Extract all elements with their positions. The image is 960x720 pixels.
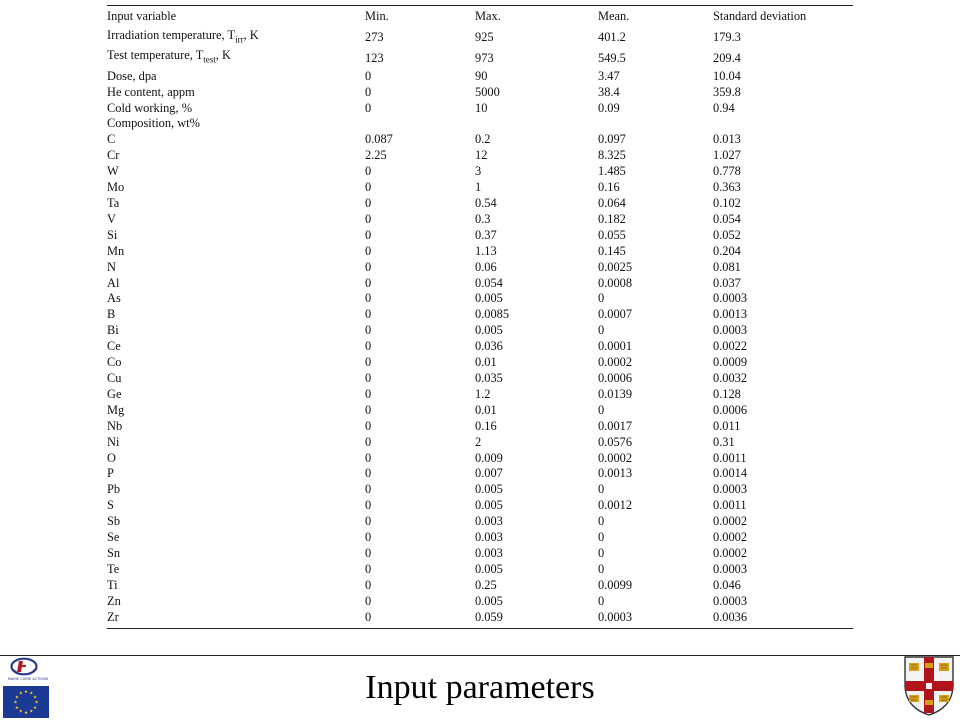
cell-max: 0.005	[475, 498, 503, 513]
cell-max: 0.37	[475, 227, 497, 242]
cell-input-variable: Cr	[107, 148, 120, 163]
eu-star-icon: ★	[29, 690, 34, 696]
cell-min: 0	[365, 482, 372, 497]
cell-mean: 0	[598, 561, 605, 576]
cell-mean: 0.097	[598, 132, 626, 147]
cell-min: 0	[365, 227, 372, 242]
table-row	[107, 451, 853, 467]
cell-min: 123	[365, 50, 384, 65]
cell-mean: 0.0006	[598, 370, 633, 385]
table-row	[107, 419, 853, 435]
cell-max: 0.01	[475, 355, 497, 370]
cell-input-variable: Zr	[107, 609, 119, 624]
cell-mean: 0.0012	[598, 498, 633, 513]
cell-max: 0.16	[475, 418, 497, 433]
cell-standard-deviation: 0.102	[713, 196, 741, 210]
cell-standard-deviation: 0.128	[713, 386, 741, 401]
cell-input-variable: Zn	[107, 593, 121, 608]
cell-input-variable: Nb	[107, 418, 123, 433]
cell-input-variable: Ta	[107, 196, 120, 210]
cell-input-variable: Mo	[107, 180, 125, 195]
cell-standard-deviation: 0.011	[713, 418, 741, 433]
slide-title: Input parameters	[365, 669, 595, 706]
cell-input-variable: Sb	[107, 514, 121, 529]
cell-standard-deviation: 0.0013	[713, 307, 748, 322]
cell-standard-deviation: 0.046	[713, 577, 741, 592]
cell-input-variable: Dose, dpa	[107, 68, 157, 83]
cell-max: 0.25	[475, 577, 497, 592]
university-of-cambridge-crest-icon	[903, 655, 955, 717]
table-row	[107, 514, 853, 530]
cell-mean: 0.0139	[598, 386, 633, 401]
header-standard-deviation: Standard deviation	[713, 9, 807, 24]
cell-max: 0.005	[475, 561, 503, 576]
cell-input-variable: Si	[107, 227, 118, 242]
table-row	[107, 371, 853, 387]
table-row	[107, 307, 853, 323]
cell-mean: 549.5	[598, 50, 626, 65]
cell-min: 0	[365, 545, 372, 560]
table-header-row	[107, 6, 853, 28]
cell-max: 0.007	[475, 466, 503, 481]
cell-min: 0	[365, 196, 372, 210]
cell-mean: 0.0099	[598, 577, 633, 592]
cell-input-variable: Ce	[107, 339, 121, 354]
cell-input-variable: Composition, wt%	[107, 116, 200, 131]
cell-input-variable: O	[107, 450, 116, 465]
cell-max: 0.005	[475, 482, 503, 497]
header-mean: Mean.	[598, 9, 630, 24]
cell-max	[475, 116, 598, 132]
cell-mean: 0	[598, 514, 605, 529]
cell-min: 0	[365, 211, 372, 226]
table-row	[107, 339, 853, 355]
cell-mean: 3.47	[598, 68, 620, 83]
cell-max: 2	[475, 434, 482, 449]
cell-max: 0.005	[475, 291, 503, 306]
cell-input-variable: P	[107, 466, 114, 481]
cell-min: 0	[365, 180, 372, 195]
cell-max: 973	[475, 50, 494, 65]
table-row	[107, 435, 853, 451]
cell-min: 0	[365, 514, 372, 529]
cell-standard-deviation: 0.0002	[713, 514, 748, 529]
table-row	[107, 180, 853, 196]
cell-input-variable: Se	[107, 530, 120, 545]
cell-mean: 0	[598, 530, 605, 545]
cell-mean: 0.16	[598, 180, 620, 195]
eu-star-icon: ★	[13, 699, 18, 705]
cell-input-variable: Ni	[107, 434, 120, 449]
cell-min: 0	[365, 100, 372, 115]
cell-min: 0	[365, 370, 372, 385]
cell-min	[365, 116, 475, 132]
cell-standard-deviation: 0.037	[713, 275, 741, 290]
cell-min: 0	[365, 466, 372, 481]
table-row	[107, 212, 853, 228]
table-row	[107, 387, 853, 403]
cell-input-variable: Bi	[107, 323, 119, 338]
variable-subscript: test	[203, 54, 216, 65]
table-row	[107, 116, 853, 132]
cell-standard-deviation: 10.04	[713, 68, 741, 83]
table-row	[107, 244, 853, 260]
cell-max: 0.06	[475, 259, 497, 274]
cell-max: 0.005	[475, 593, 503, 608]
cell-mean: 0.0017	[598, 418, 633, 433]
input-parameters-table	[107, 6, 853, 625]
cell-mean: 0	[598, 402, 605, 417]
cell-mean: 0.145	[598, 243, 626, 258]
cell-max: 0.009	[475, 450, 503, 465]
cell-min: 0	[365, 609, 372, 624]
cell-standard-deviation: 0.0011	[713, 450, 747, 465]
header-max: Max.	[475, 9, 501, 24]
cell-mean: 0	[598, 482, 605, 497]
cell-standard-deviation: 0.0022	[713, 339, 748, 354]
cell-min: 2.25	[365, 148, 387, 163]
cell-min: 0	[365, 593, 372, 608]
cell-min: 0	[365, 164, 372, 179]
cell-mean: 0.0576	[598, 434, 633, 449]
table-row	[107, 578, 853, 594]
cell-max: 0.3	[475, 211, 491, 226]
cell-input-variable: Sn	[107, 545, 121, 560]
table-row	[107, 28, 853, 48]
cell-min: 0	[365, 418, 372, 433]
cell-standard-deviation: 0.0003	[713, 561, 748, 576]
cell-standard-deviation: 1.027	[713, 148, 741, 163]
table-row	[107, 466, 853, 482]
cell-standard-deviation: 0.081	[713, 259, 741, 274]
cell-max: 90	[475, 68, 488, 83]
table-row	[107, 403, 853, 419]
cell-input-variable: Te	[107, 561, 120, 576]
cell-standard-deviation: 0.0003	[713, 593, 748, 608]
cell-mean: 0.0001	[598, 339, 633, 354]
cell-mean: 0	[598, 291, 605, 306]
cell-standard-deviation: 0.778	[713, 164, 741, 179]
cell-min: 0	[365, 275, 372, 290]
cell-min: 0	[365, 307, 372, 322]
cell-standard-deviation: 209.4	[713, 50, 741, 65]
table-row	[107, 610, 853, 626]
cell-input-variable: Ti	[107, 577, 118, 592]
cell-max: 0.0085	[475, 307, 510, 322]
cell-standard-deviation: 0.94	[713, 100, 735, 115]
table-row	[107, 85, 853, 101]
cell-standard-deviation: 0.0003	[713, 291, 748, 306]
cell-input-variable: C	[107, 132, 116, 147]
table-row	[107, 276, 853, 292]
cell-max: 0.054	[475, 275, 503, 290]
table-row	[107, 482, 853, 498]
cell-input-variable: Mn	[107, 243, 125, 258]
cell-standard-deviation: 0.0003	[713, 482, 748, 497]
table-row	[107, 562, 853, 578]
cell-min: 0	[365, 530, 372, 545]
cell-max: 0.01	[475, 402, 497, 417]
cell-mean: 1.485	[598, 164, 626, 179]
cell-standard-deviation: 0.0002	[713, 530, 748, 545]
eu-star-icon: ★	[23, 689, 29, 695]
table-row	[107, 530, 853, 546]
cell-standard-deviation: 0.0003	[713, 323, 748, 338]
table-row	[107, 291, 853, 307]
table-row	[107, 48, 853, 68]
cell-standard-deviation: 0.052	[713, 227, 741, 242]
cell-min: 0.087	[365, 132, 393, 147]
cell-min: 0	[365, 259, 372, 274]
cell-min: 0	[365, 355, 372, 370]
table-body	[107, 28, 853, 625]
input-parameters-table-wrapper	[107, 0, 853, 629]
cell-min: 0	[365, 434, 372, 449]
table-row	[107, 546, 853, 562]
cell-max: 1	[475, 180, 482, 195]
cell-mean: 401.2	[598, 30, 626, 45]
cell-mean: 38.4	[598, 84, 620, 99]
cell-standard-deviation: 179.3	[713, 30, 741, 45]
cell-mean	[598, 116, 713, 132]
cell-min: 0	[365, 577, 372, 592]
cell-standard-deviation: 0.363	[713, 180, 741, 195]
cell-standard-deviation: 0.0014	[713, 466, 748, 481]
cell-input-variable: Cold working, %	[107, 100, 193, 115]
eu-star-icon: ★	[34, 699, 39, 705]
cell-min: 0	[365, 402, 372, 417]
cell-standard-deviation: 0.0032	[713, 370, 748, 385]
cell-mean: 0.0002	[598, 450, 633, 465]
table-row	[107, 594, 853, 610]
cell-input-variable: Co	[107, 355, 122, 370]
table-row	[107, 132, 853, 148]
cell-input-variable: S	[107, 498, 114, 513]
cell-mean: 0.0003	[598, 609, 633, 624]
cell-max: 12	[475, 148, 488, 163]
cell-min: 0	[365, 386, 372, 401]
cell-mean: 0	[598, 545, 605, 560]
cell-standard-deviation: 359.8	[713, 84, 741, 99]
cell-max: 5000	[475, 84, 500, 99]
cell-max: 0.003	[475, 514, 503, 529]
cell-mean: 0.064	[598, 196, 626, 210]
cell-max: 0.036	[475, 339, 503, 354]
cell-max: 0.2	[475, 132, 491, 147]
cell-max: 0.003	[475, 545, 503, 560]
cell-min: 0	[365, 339, 372, 354]
variable-unit: , K	[215, 48, 231, 63]
table-row	[107, 228, 853, 244]
cell-input-variable: N	[107, 259, 116, 274]
variable-unit: , K	[243, 28, 259, 42]
cell-max: 1.13	[475, 243, 497, 258]
cell-max: 0.059	[475, 609, 503, 624]
header-min: Min.	[365, 9, 389, 24]
cell-mean: 0	[598, 323, 605, 338]
cell-mean: 8.325	[598, 148, 626, 163]
eu-star-icon: ★	[23, 710, 29, 716]
eu-star-icon: ★	[18, 690, 23, 696]
table-row	[107, 164, 853, 180]
cell-mean: 0.0008	[598, 275, 633, 290]
table-row	[107, 355, 853, 371]
cell-max: 925	[475, 30, 494, 45]
cell-input-variable: He content, appm	[107, 84, 195, 99]
cell-min: 0	[365, 450, 372, 465]
cell-standard-deviation: 0.0011	[713, 498, 747, 513]
cell-min: 0	[365, 68, 372, 83]
cell-min: 0	[365, 498, 372, 513]
cell-standard-deviation: 0.0009	[713, 355, 748, 370]
cell-standard-deviation	[713, 116, 853, 132]
eu-star-icon: ★	[14, 704, 19, 710]
table-row	[107, 148, 853, 164]
cell-max: 0.54	[475, 196, 497, 210]
eu-star-icon: ★	[14, 694, 19, 700]
cell-mean: 0.182	[598, 211, 626, 226]
eu-star-icon: ★	[29, 708, 34, 714]
cell-input-variable: As	[107, 291, 121, 306]
cell-input-variable: B	[107, 307, 116, 322]
cell-standard-deviation: 0.31	[713, 434, 735, 449]
cell-min: 0	[365, 291, 372, 306]
cell-input-variable	[107, 28, 365, 48]
variable-subscript: irr	[235, 34, 244, 45]
variable-label: Irradiation temperature, T	[107, 28, 236, 42]
cell-mean: 0.055	[598, 227, 626, 242]
cell-max: 3	[475, 164, 482, 179]
table-row	[107, 260, 853, 276]
eu-star-icon: ★	[33, 704, 38, 710]
cell-input-variable: Cu	[107, 370, 122, 385]
cell-mean: 0	[598, 593, 605, 608]
table-row	[107, 196, 853, 212]
cell-mean: 0.0002	[598, 355, 633, 370]
marie-curie-logo-text: MARIE CURIE ACTIONS	[7, 677, 49, 681]
cell-input-variable: W	[107, 164, 119, 179]
cell-mean: 0.0013	[598, 466, 633, 481]
cell-min: 0	[365, 561, 372, 576]
cell-max: 0.005	[475, 323, 503, 338]
cell-standard-deviation: 0.054	[713, 211, 741, 226]
cell-min: 0	[365, 243, 372, 258]
cell-standard-deviation: 0.0006	[713, 402, 748, 417]
cell-input-variable: Pb	[107, 482, 121, 497]
cell-min: 273	[365, 30, 384, 45]
table-row	[107, 323, 853, 339]
cell-mean: 0.0007	[598, 307, 633, 322]
cell-max: 1.2	[475, 386, 491, 401]
footer-divider	[0, 655, 960, 656]
cell-min: 0	[365, 84, 372, 99]
cell-mean: 0.0025	[598, 259, 633, 274]
cell-input-variable: Mg	[107, 402, 125, 417]
cell-input-variable: Ge	[107, 386, 122, 401]
cell-standard-deviation: 0.013	[713, 132, 741, 147]
cell-input-variable: V	[107, 211, 116, 226]
variable-label: Test temperature, T	[107, 48, 204, 63]
cell-standard-deviation: 0.0036	[713, 609, 748, 624]
header-input-variable: Input variable	[107, 9, 177, 24]
table-row	[107, 498, 853, 514]
cell-max: 0.003	[475, 530, 503, 545]
eu-star-icon: ★	[33, 694, 38, 700]
cell-standard-deviation: 0.0002	[713, 545, 748, 560]
eu-star-icon: ★	[18, 708, 23, 714]
table-bottom-rule	[107, 628, 853, 629]
cell-input-variable	[107, 48, 365, 68]
cell-standard-deviation: 0.204	[713, 243, 741, 258]
cell-min: 0	[365, 323, 372, 338]
cell-mean: 0.09	[598, 100, 620, 115]
cell-input-variable: Al	[107, 275, 120, 290]
table-row	[107, 101, 853, 117]
cell-max: 0.035	[475, 370, 503, 385]
table-row	[107, 69, 853, 85]
cell-max: 10	[475, 100, 488, 115]
